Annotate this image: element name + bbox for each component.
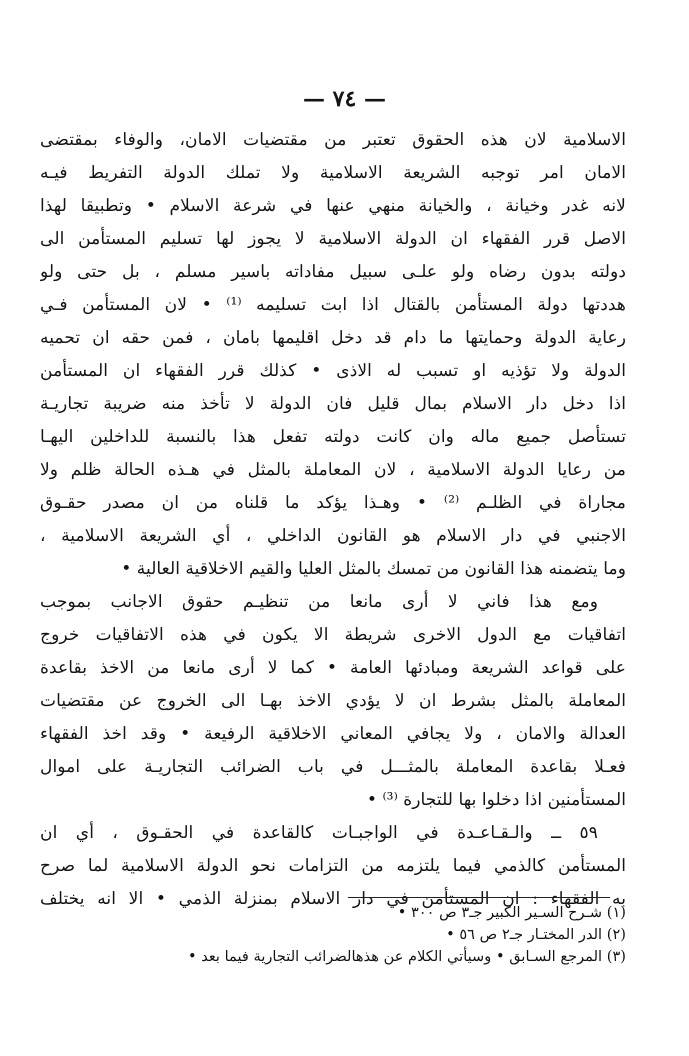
section-start-line: ٥٩ ــ والـقـاعـدة في الواجبـات كالقاعدة في الحقـوق ، أي ان (40, 823, 598, 843)
footnote: (٢) الدر المختـار جـ٢ ص ٥٦ • (446, 926, 626, 943)
footnote: (٣) المرجع السـابق • وسيأتي الكلام عن هذهالضرائب التجارية فيما بعد • (187, 948, 626, 965)
text-line: هددتها دولة المستأمن بالقتال اذا ابت تسليمه ⁽¹⁾ • لان المستأمن فـي (40, 295, 626, 315)
text-line: العدالة والامان ، ولا يجافي المعاني الاخلاقية الرفيعة • وقد اخذ الفقهاء (40, 724, 626, 744)
text-line: تستأصل جميع ماله وان كانت دولته تفعل هذا بالنسبة للداخلين اليهـا (40, 427, 626, 447)
text-line: الاسلامية لان هذه الحقوق تعتبر من مقتضيات الامان، والوفاء بمقتضى (40, 130, 626, 150)
text-line: به الفقهاء : ان المستأمن في دار الاسلام بمنزلة الذمي • الا انه يختلف (40, 889, 626, 909)
text-line: اذا دخل دار الاسلام بمال قليل فان الدولة لا تأخذ منه ضريبة تجاريـة (40, 394, 626, 414)
text-line: الاصل قرر الفقهاء ان الدولة الاسلامية لا يجوز لها تسليم المستأمن الى (40, 229, 626, 249)
text-line: وما يتضمنه هذا القانون من تمسك بالمثل العليا والقيم الاخلاقية العالية • (121, 559, 626, 579)
text-line: فعـلا بقاعدة المعاملة بالمثـــل في باب الضرائب التجاريـة على اموال (40, 757, 626, 777)
text-line: المستأمن كالذمي فيما يلتزمه من التزامات نحو الدولة الاسلامية لما صرح (40, 856, 626, 876)
footnotes (40, 902, 626, 968)
text-line: لانه غدر وخيانة ، والخيانة منهي عنها في شرعة الاسلام • وتطبيقا لهذا (40, 196, 626, 216)
text-line: الاجنبي في دار الاسلام هو القانون الداخلي ، أي الشريعة الاسلامية ، (40, 526, 626, 546)
text-line: المعاملة بالمثل بشرط ان لا يؤدي الاخذ بهـا الى الخروج عن مقتضيات (40, 691, 626, 711)
text-line: الدولة ولا تؤذيه او تسبب له الاذى • كذلك قرر الفقهاء ان المستأمن (40, 361, 626, 381)
footnote-divider (348, 897, 610, 898)
text-line: المستأمنين اذا دخلوا بها للتجارة ⁽³⁾ • (366, 790, 626, 810)
body-text (40, 124, 626, 916)
text-line: على قواعد الشريعة ومبادئها العامة • كما لا أرى مانعا من الاخذ بقاعدة (40, 658, 626, 678)
page-number: — ٧٤ — (303, 86, 386, 112)
text-line: ومع هذا فاني لا أرى مانعا من تنظيـم حقوق الاجانب بموجب (40, 592, 598, 612)
text-line: مجاراة في الظلـم ⁽²⁾ • وهـذا يؤكد ما قلناه من ان مصدر حقـوق (40, 493, 626, 513)
footnote: (١) شـرح السـير الكبير جـ٣ ص ٣٠٠ • (397, 904, 626, 921)
text-line: اتفاقيات مع الدول الاخرى شريطة الا يكون في هذه الاتفاقيات خروج (40, 625, 626, 645)
text-line: الامان امر توجبه الشريعة الاسلامية ولا تملك الدولة التفريط فيـه (40, 163, 626, 183)
text-line: من رعايا الدولة الاسلامية ، لان المعاملة بالمثل في هـذه الحالة ظلم ولا (40, 460, 626, 480)
text-line: دولته بدون رضاه ولو علـى سبيل مفاداته باسير مسلم ، بل حتى ولو (40, 262, 626, 282)
text-line: رعاية الدولة وحمايتها ما دام قد دخل اقليمها بامان ، فمن حقه ان تحميه (40, 328, 626, 348)
